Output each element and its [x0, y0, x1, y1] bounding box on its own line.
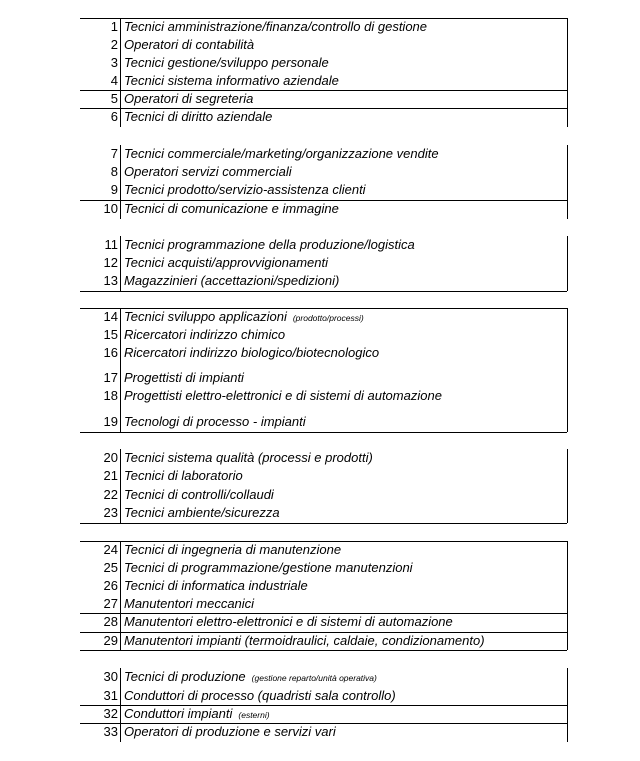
- row-label-text: Tecnici di programmazione/gestione manutenzioni: [124, 560, 413, 575]
- row-label: [124, 36, 564, 54]
- row-number: 13: [103, 273, 118, 288]
- row-label-text: Tecnici commerciale/marketing/organizzazione vendite: [124, 146, 439, 161]
- row-label-text: Tecnici acquisti/approvvigionamenti: [124, 255, 329, 270]
- row-label: [124, 687, 564, 705]
- row-number: 25: [103, 560, 118, 575]
- row-number: 18: [103, 388, 118, 403]
- row-number: 21: [103, 468, 118, 483]
- row-number: 14: [103, 309, 118, 324]
- row-separator: [80, 108, 567, 109]
- row-separator: [80, 705, 567, 706]
- group-bottom-border: [80, 650, 567, 651]
- row-label-text: Tecnici sviluppo applicazioni: [124, 309, 287, 324]
- column-divider: [120, 236, 121, 291]
- row-label-text: Tecnici di comunicazione e immagine: [124, 201, 339, 216]
- row-separator: [80, 613, 567, 614]
- table-row: [80, 236, 567, 254]
- row-separator: [80, 723, 567, 724]
- row-label: [124, 595, 564, 613]
- row-label: [124, 108, 564, 126]
- row-label: [124, 236, 564, 254]
- row-number: 7: [110, 146, 118, 161]
- row-label: [124, 344, 564, 362]
- group-right-border: [567, 308, 568, 432]
- row-number: 27: [103, 596, 118, 611]
- row-note: (gestione reparto/unità operativa): [251, 673, 377, 683]
- row-number: 16: [103, 345, 118, 360]
- table-row: [80, 272, 567, 290]
- row-label: [124, 145, 564, 163]
- row-separator: [80, 632, 567, 633]
- table-row: [80, 577, 567, 595]
- row-label-text: Progettisti elettro-elettronici e di sistemi di automazione: [124, 388, 442, 403]
- row-label-text: Tecnici programmazione della produzione/logistica: [124, 237, 415, 252]
- row-separator: [80, 90, 567, 91]
- table-row: [80, 705, 567, 723]
- table-row: [80, 595, 567, 613]
- row-number: 33: [103, 724, 118, 739]
- group-bottom-border: [80, 432, 567, 433]
- table-row: [80, 90, 567, 108]
- table-row: [80, 326, 567, 344]
- table-row: [80, 344, 567, 362]
- row-label-text: Tecnici di diritto aziendale: [124, 109, 273, 124]
- row-number: 32: [103, 706, 118, 721]
- group-right-border: [567, 236, 568, 291]
- row-label-text: Tecnici di ingegneria di manutenzione: [124, 542, 342, 557]
- row-number: 15: [103, 327, 118, 342]
- row-label: [124, 72, 564, 90]
- table-row: [80, 559, 567, 577]
- table-row: [80, 54, 567, 72]
- row-label-text: Tecnici ambiente/sicurezza: [124, 505, 280, 520]
- table-row: [80, 449, 567, 467]
- row-number: 26: [103, 578, 118, 593]
- row-label-text: Tecnici di produzione: [124, 669, 246, 684]
- row-number: 29: [103, 633, 118, 648]
- row-number: 2: [110, 37, 118, 52]
- row-label: [124, 181, 564, 199]
- row-label-text: Tecnici gestione/sviluppo personale: [124, 55, 329, 70]
- row-label-text: Tecnici di informatica industriale: [124, 578, 308, 593]
- row-number: 8: [110, 164, 118, 179]
- row-number: 22: [103, 487, 118, 502]
- row-number: 31: [103, 688, 118, 703]
- row-label: [124, 369, 564, 387]
- row-label-text: Tecnici amministrazione/finanza/controllo di gestione: [124, 19, 428, 34]
- row-label: [124, 577, 564, 595]
- row-label: [124, 326, 564, 344]
- row-number: 12: [103, 255, 118, 270]
- table-row: [80, 108, 567, 126]
- group-right-border: [567, 145, 568, 219]
- row-number: 4: [110, 73, 118, 88]
- row-label: [124, 723, 564, 741]
- table-row: [80, 687, 567, 705]
- row-label: [124, 504, 564, 522]
- row-number: 17: [103, 370, 118, 385]
- row-label-text: Manutentori meccanici: [124, 596, 255, 611]
- row-label-text: Operatori di segreteria: [124, 91, 254, 106]
- row-label-text: Conduttori impianti: [124, 706, 233, 721]
- row-label-text: Tecnici di controlli/collaudi: [124, 487, 274, 502]
- table-row: [80, 541, 567, 559]
- row-number: 23: [103, 505, 118, 520]
- table-row: [80, 254, 567, 272]
- table-row: [80, 613, 567, 631]
- table-row: [80, 72, 567, 90]
- row-number: 9: [110, 182, 118, 197]
- row-label: [124, 467, 564, 485]
- group-right-border: [567, 668, 568, 742]
- row-number: 19: [103, 414, 118, 429]
- table-row: [80, 145, 567, 163]
- row-label: [124, 449, 564, 467]
- column-divider: [120, 541, 121, 650]
- column-divider: [120, 308, 121, 432]
- row-label-text: Tecnici di laboratorio: [124, 468, 243, 483]
- row-label-text: Operatori di produzione e servizi vari: [124, 724, 336, 739]
- row-label: [124, 413, 564, 431]
- row-label: [124, 541, 564, 559]
- row-label: [124, 90, 564, 108]
- row-label: [124, 163, 564, 181]
- row-number: 3: [110, 55, 118, 70]
- column-divider: [120, 18, 121, 127]
- group-top-border: [80, 541, 567, 542]
- row-label-text: Operatori servizi commerciali: [124, 164, 292, 179]
- table-row: [80, 18, 567, 36]
- row-label: [124, 668, 564, 686]
- row-label: [124, 705, 564, 723]
- row-separator: [80, 200, 567, 201]
- table-row: [80, 200, 567, 218]
- row-label-text: Operatori di contabilità: [124, 37, 255, 52]
- table-row: [80, 36, 567, 54]
- row-label: [124, 54, 564, 72]
- row-label: [124, 559, 564, 577]
- table-row: [80, 413, 567, 431]
- row-label-text: Progettisti di impianti: [124, 370, 244, 385]
- row-number: 10: [103, 201, 118, 216]
- group-top-border: [80, 18, 567, 19]
- row-label-text: Manutentori elettro-elettronici e di sistemi di automazione: [124, 614, 453, 629]
- table-row: [80, 387, 567, 405]
- row-label: [124, 387, 564, 405]
- row-number: 20: [103, 450, 118, 465]
- row-number: 11: [104, 237, 118, 252]
- row-label-text: Magazzinieri (accettazioni/spedizioni): [124, 273, 340, 288]
- row-label: [124, 272, 564, 290]
- table-row: [80, 308, 567, 326]
- group-right-border: [567, 541, 568, 650]
- row-label-text: Tecnici sistema qualità (processi e prodotti): [124, 450, 373, 465]
- row-label-text: Ricercatori indirizzo biologico/biotecnologico: [124, 345, 380, 360]
- row-label: [124, 18, 564, 36]
- table-row: [80, 486, 567, 504]
- group-bottom-border: [80, 523, 567, 524]
- column-divider: [120, 145, 121, 219]
- row-label-text: Ricercatori indirizzo chimico: [124, 327, 286, 342]
- row-label: [124, 254, 564, 272]
- row-label-text: Manutentori impianti (termoidraulici, caldaie, condizionamento): [124, 633, 485, 648]
- table-row: [80, 504, 567, 522]
- table-row: [80, 369, 567, 387]
- table-row: [80, 467, 567, 485]
- group-right-border: [567, 449, 568, 523]
- row-label-text: Tecnologi di processo - impianti: [124, 414, 306, 429]
- row-label-text: Conduttori di processo (quadristi sala controllo): [124, 688, 396, 703]
- row-note: (prodotto/processi): [292, 313, 364, 323]
- row-note: (esterni): [238, 710, 270, 720]
- row-label-text: Tecnici prodotto/servizio-assistenza clienti: [124, 182, 366, 197]
- table-row: [80, 668, 567, 686]
- row-label: [124, 200, 564, 218]
- row-label: [124, 613, 564, 631]
- row-number: 24: [103, 542, 118, 557]
- row-label-text: Tecnici sistema informativo aziendale: [124, 73, 339, 88]
- table-row: [80, 723, 567, 741]
- table-row: [80, 632, 567, 650]
- row-label: [124, 632, 564, 650]
- column-divider: [120, 449, 121, 523]
- row-label: [124, 486, 564, 504]
- group-bottom-border: [80, 291, 567, 292]
- row-number: 5: [110, 91, 118, 106]
- table-row: [80, 163, 567, 181]
- table-row: [80, 181, 567, 199]
- row-number: 30: [103, 669, 118, 684]
- row-number: 1: [110, 19, 118, 34]
- group-top-border: [80, 308, 567, 309]
- group-right-border: [567, 18, 568, 127]
- row-label: [124, 308, 564, 326]
- row-number: 6: [110, 109, 118, 124]
- row-number: 28: [103, 614, 118, 629]
